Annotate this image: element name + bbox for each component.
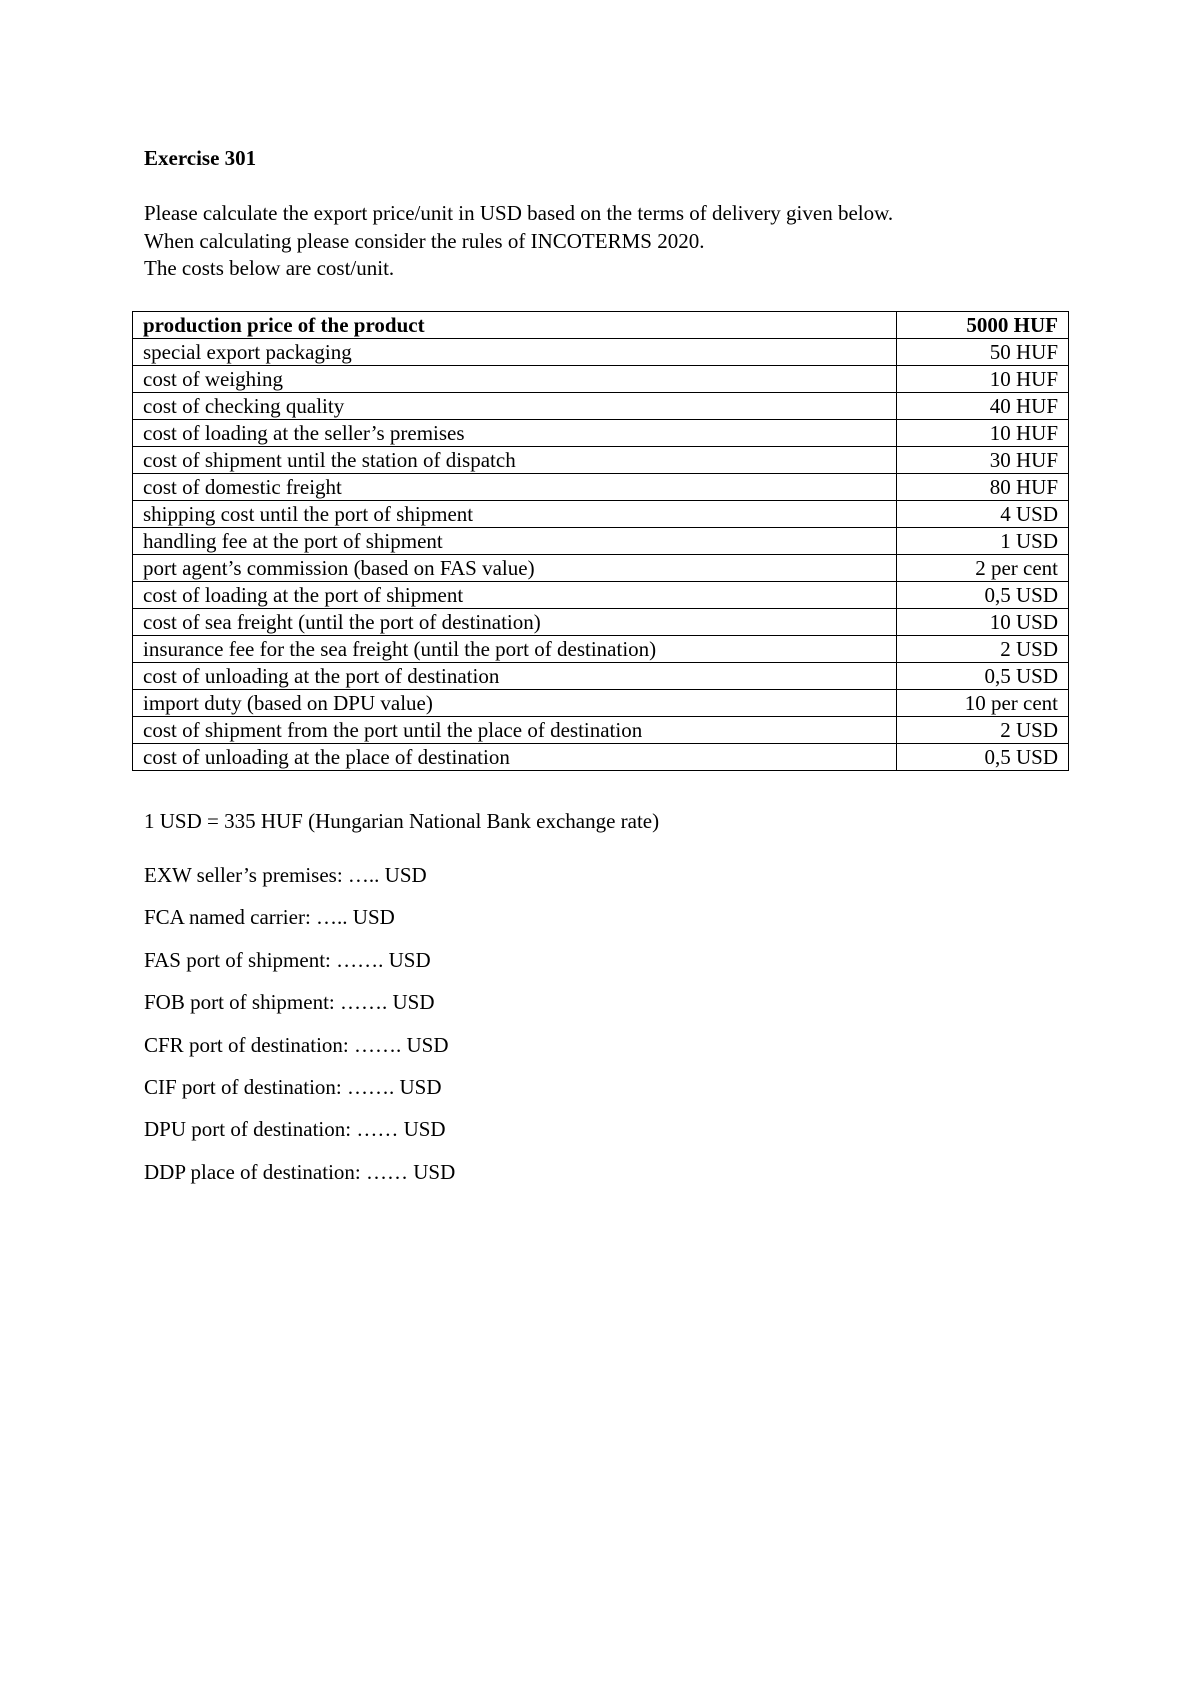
instruction-line: The costs below are cost/unit. <box>144 256 395 280</box>
cost-amount: 2 USD <box>897 717 1069 744</box>
answer-line-cif: CIF port of destination: ……. USD <box>144 1074 442 1099</box>
answer-line-exw: EXW seller’s premises: ….. USD <box>144 863 427 887</box>
cost-item: cost of shipment until the station of dispatch <box>133 447 897 474</box>
table-row <box>133 717 1069 744</box>
cost-item: cost of loading at the port of shipment <box>133 582 897 609</box>
exercise-title: Exercise 301 <box>144 146 257 170</box>
answer-line-dpu: DPU port of destination: …… USD <box>144 1117 446 1142</box>
cost-item: special export packaging <box>133 339 897 366</box>
answer-line-cfr: CFR port of destination: ……. USD <box>144 1032 449 1057</box>
cost-item: shipping cost until the port of shipment <box>133 501 897 528</box>
cost-amount: 50 HUF <box>897 339 1069 366</box>
table-row <box>133 582 1069 609</box>
cost-item: cost of checking quality <box>133 393 897 420</box>
cost-item: cost of shipment from the port until the place of destination <box>133 717 897 744</box>
table-row <box>133 528 1069 555</box>
cost-amount: 10 HUF <box>897 420 1069 447</box>
answer-line-fas: FAS port of shipment: ……. USD <box>144 947 431 972</box>
cost-item: insurance fee for the sea freight (until the port of destination) <box>133 636 897 663</box>
cost-amount: 0,5 USD <box>897 744 1069 771</box>
cost-amount: 10 HUF <box>897 366 1069 393</box>
table-row <box>133 636 1069 663</box>
cost-amount: 30 HUF <box>897 447 1069 474</box>
cost-amount: 40 HUF <box>897 393 1069 420</box>
cost-item: cost of weighing <box>133 366 897 393</box>
cost-amount: 80 HUF <box>897 474 1069 501</box>
answer-line-fob: FOB port of shipment: ……. USD <box>144 990 435 1015</box>
table-row <box>133 447 1069 474</box>
table-row <box>133 501 1069 528</box>
cost-item: cost of domestic freight <box>133 474 897 501</box>
table-row <box>133 312 1069 339</box>
table-row <box>133 663 1069 690</box>
table-row <box>133 744 1069 771</box>
table-row <box>133 690 1069 717</box>
cost-amount: 2 per cent <box>897 555 1069 582</box>
answer-list <box>144 862 455 1201</box>
table-row <box>133 474 1069 501</box>
table-row <box>133 420 1069 447</box>
cost-item: port agent’s commission (based on FAS value) <box>133 555 897 582</box>
table-row <box>133 555 1069 582</box>
cost-amount: 2 USD <box>897 636 1069 663</box>
cost-amount: 5000 HUF <box>897 312 1069 339</box>
table-row <box>133 339 1069 366</box>
cost-item: production price of the product <box>133 312 897 339</box>
answer-line-ddp: DDP place of destination: …… USD <box>144 1159 456 1184</box>
cost-amount: 1 USD <box>897 528 1069 555</box>
table-row <box>133 609 1069 636</box>
cost-item: import duty (based on DPU value) <box>133 690 897 717</box>
instruction-line: Please calculate the export price/unit in USD based on the terms of delivery given below. <box>144 201 894 225</box>
cost-amount: 10 USD <box>897 609 1069 636</box>
cost-table <box>132 311 1069 771</box>
exchange-rate-note: 1 USD = 335 HUF (Hungarian National Bank exchange rate) <box>144 809 660 833</box>
cost-item: cost of unloading at the place of destination <box>133 744 897 771</box>
cost-amount: 10 per cent <box>897 690 1069 717</box>
cost-amount: 4 USD <box>897 501 1069 528</box>
cost-item: cost of sea freight (until the port of destination) <box>133 609 897 636</box>
instruction-line: When calculating please consider the rules of INCOTERMS 2020. <box>144 228 705 253</box>
cost-item: cost of unloading at the port of destination <box>133 663 897 690</box>
instructions <box>144 200 893 283</box>
cost-amount: 0,5 USD <box>897 663 1069 690</box>
cost-amount: 0,5 USD <box>897 582 1069 609</box>
answer-line-fca: FCA named carrier: ….. USD <box>144 905 395 930</box>
table-row <box>133 366 1069 393</box>
cost-item: handling fee at the port of shipment <box>133 528 897 555</box>
cost-item: cost of loading at the seller’s premises <box>133 420 897 447</box>
table-row <box>133 393 1069 420</box>
